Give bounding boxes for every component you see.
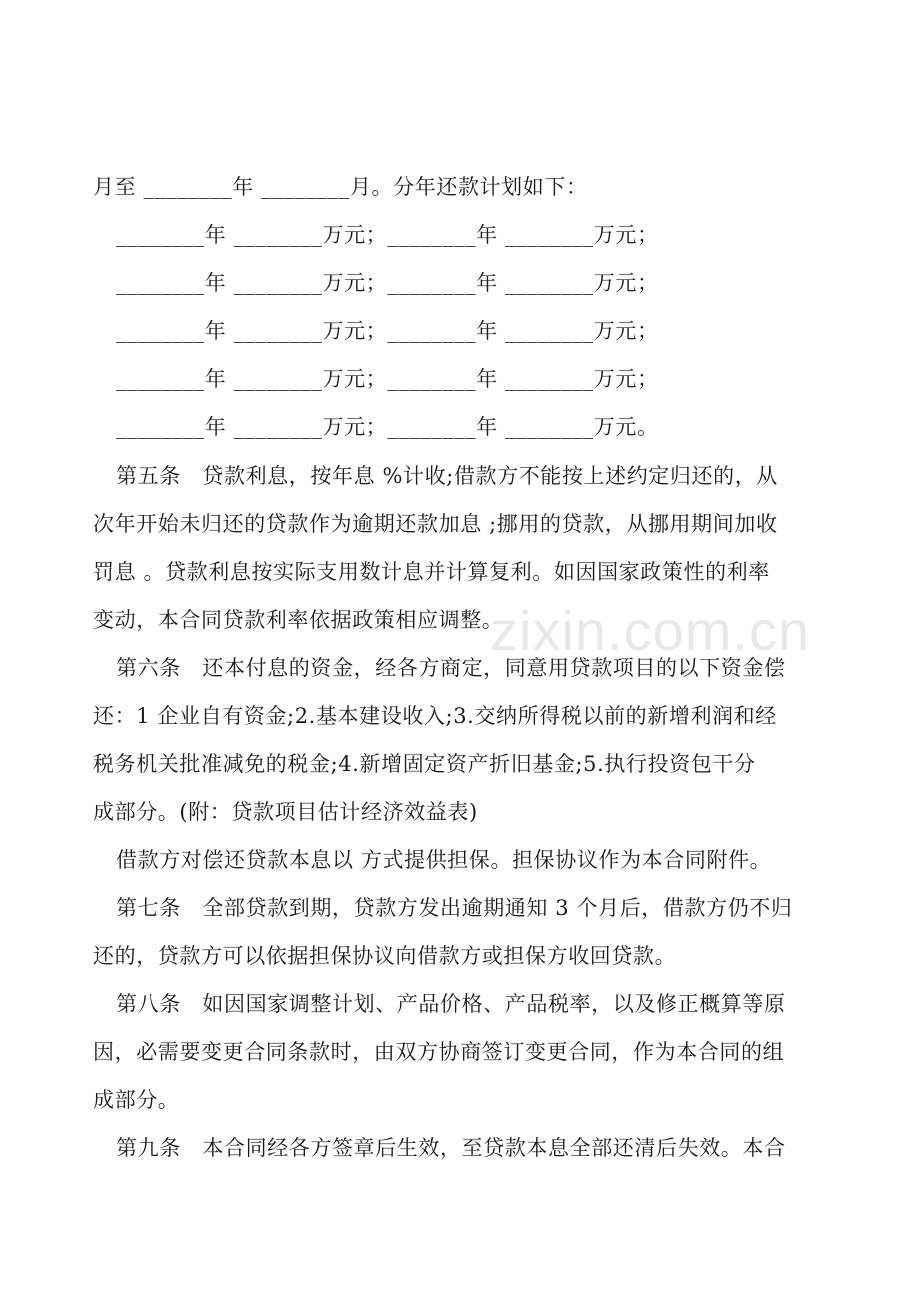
text-line: 罚息 。贷款利息按实际支用数计息并计算复利。如因国家政策性的利率: [93, 560, 770, 584]
text-line: 第五条 贷款利息，按年息 %计收;借款方不能按上述约定归还的，从: [116, 464, 778, 488]
text-line: 税务机关批准减免的税金;4.新增固定资产折旧基金;5.执行投资包干分: [93, 752, 756, 776]
text-line: 还的，贷款方可以依据担保协议向借款方或担保方收回贷款。: [93, 944, 677, 968]
text-line: 变动，本合同贷款利率依据政策相应调整。: [93, 608, 504, 632]
text-line: 次年开始未归还的贷款作为逾期还款加息 ;挪用的贷款，从挪用期间加收: [93, 512, 778, 536]
text-line: ________年 ________万元；________年 ________万元。: [116, 415, 659, 439]
text-line: 第七条 全部贷款到期，贷款方发出逾期通知 3 个月后，借款方仍不归: [116, 896, 793, 920]
text-line: 第六条 还本付息的资金，经各方商定，同意用贷款项目的以下资金偿: [116, 656, 786, 680]
watermark: zixin.com.cn: [490, 599, 811, 662]
text-line: 成部分。(附：贷款项目估计经济效益表): [93, 800, 478, 824]
text-line: ________年 ________万元；________年 ________万元；: [116, 271, 659, 295]
text-line: 还：1 企业自有资金;2.基本建设收入;3.交纳所得税以前的新增利润和经: [93, 704, 777, 728]
text-line: ________年 ________万元；________年 ________万元；: [116, 223, 659, 247]
text-line: ________年 ________万元；________年 ________万元；: [116, 367, 659, 391]
text-line: 借款方对偿还贷款本息以 方式提供担保。担保协议作为本合同附件。: [116, 848, 772, 872]
text-line: 因，必需要变更合同条款时，由双方协商签订变更合同，作为本合同的组: [93, 1040, 785, 1064]
text-line: 月至 ________年 ________月。分年还款计划如下：: [93, 175, 588, 199]
text-line: 第九条 本合同经各方签章后生效，至贷款本息全部还清后失效。本合: [116, 1136, 786, 1160]
text-line: ________年 ________万元；________年 ________万元；: [116, 319, 659, 343]
text-line: 第八条 如因国家调整计划、产品价格、产品税率，以及修正概算等原: [116, 992, 786, 1016]
text-line: 成部分。: [93, 1088, 180, 1112]
